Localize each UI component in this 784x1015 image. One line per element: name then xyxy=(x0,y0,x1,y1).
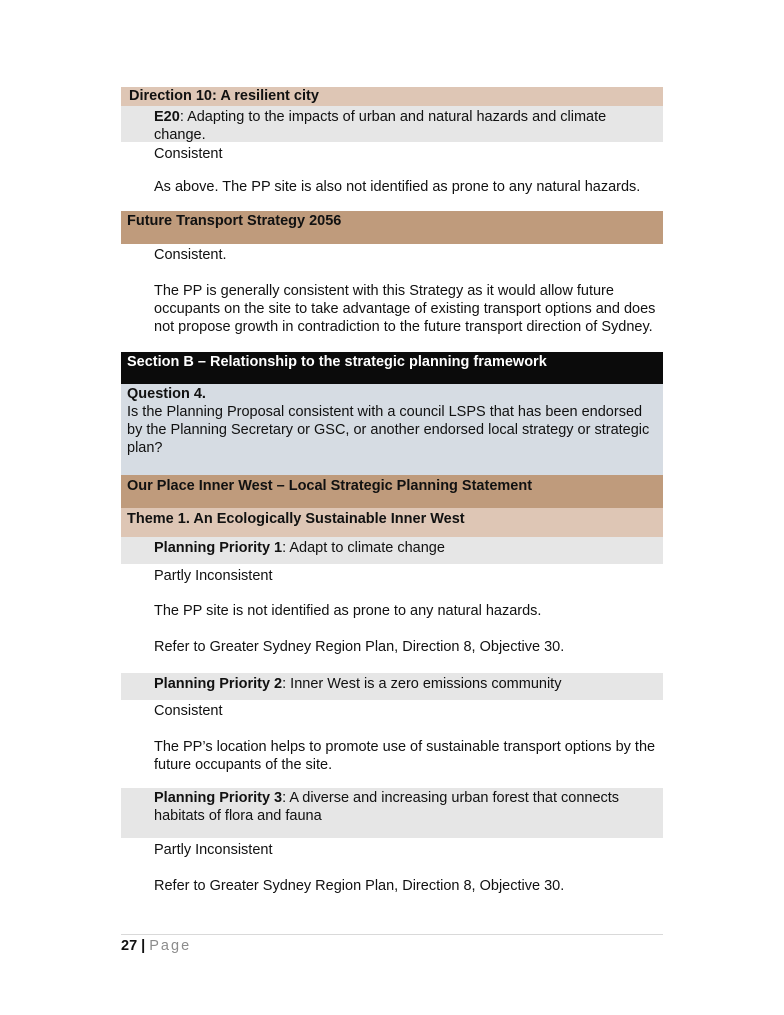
question-4-line-3: plan? xyxy=(127,440,163,456)
priority-3-label: Planning Priority 3 xyxy=(154,790,283,806)
direction-10-status: Consistent xyxy=(154,146,223,162)
priority-2-comment-1: The PP’s location helps to promote use of sustainable transport options by the xyxy=(154,739,656,755)
priority-1-label: Planning Priority 1 xyxy=(154,540,283,556)
section-b-heading: Section B – Relationship to the strategic planning framework xyxy=(121,352,663,384)
direction-10-heading: Direction 10: A resilient city xyxy=(121,87,663,106)
priority-2-label: Planning Priority 2 xyxy=(154,676,283,692)
priority-2-comment-2: future occupants of the site. xyxy=(154,757,333,773)
footer-divider xyxy=(121,934,663,935)
question-4-title: Question 4. xyxy=(127,386,206,402)
priority-3-text: : A diverse and increasing urban forest that connects xyxy=(282,790,620,806)
priority-2-status: Consistent xyxy=(154,703,223,719)
question-4-line-1: Is the Planning Proposal consistent with a council LSPS that has been endorsed xyxy=(127,404,643,420)
theme-1-heading: Theme 1. An Ecologically Sustainable Inner West xyxy=(121,508,663,537)
page-word: Page xyxy=(149,938,192,954)
question-4-line-2: by the Planning Secretary or GSC, or another endorsed local strategy or strategic xyxy=(127,422,650,438)
page-number: 27 xyxy=(121,938,138,954)
priority-1-row xyxy=(121,537,663,564)
lsps-heading: Our Place Inner West – Local Strategic Planning Statement xyxy=(121,475,663,508)
question-4-block xyxy=(121,384,663,475)
priority-3-status: Partly Inconsistent xyxy=(154,842,273,858)
e20-code: E20 xyxy=(154,109,180,125)
priority-2-text: : Inner West is a zero emissions community xyxy=(282,676,562,692)
e20-row xyxy=(121,106,663,142)
footer-separator: | xyxy=(137,938,150,954)
priority-1-text: : Adapt to climate change xyxy=(282,540,445,556)
e20-text-cont: change. xyxy=(154,127,206,143)
priority-3-row xyxy=(121,788,663,838)
direction-10-comment: As above. The PP site is also not identified as prone to any natural hazards. xyxy=(154,179,641,195)
priority-2-row xyxy=(121,673,663,700)
e20-text: : Adapting to the impacts of urban and natural hazards and climate xyxy=(179,109,607,125)
priority-1-comment-1: The PP site is not identified as prone to any natural hazards. xyxy=(154,603,542,619)
priority-1-comment-2: Refer to Greater Sydney Region Plan, Direction 8, Objective 30. xyxy=(154,639,565,655)
future-transport-comment-1: The PP is generally consistent with this Strategy as it would allow future xyxy=(154,283,614,299)
priority-3-text-cont: habitats of flora and fauna xyxy=(154,808,322,824)
future-transport-comment-3: not propose growth in contradiction to the future transport direction of Sydney. xyxy=(154,319,653,335)
priority-1-status: Partly Inconsistent xyxy=(154,568,273,584)
priority-3-comment: Refer to Greater Sydney Region Plan, Direction 8, Objective 30. xyxy=(154,878,565,894)
future-transport-comment-2: occupants on the site to take advantage of existing transport options and does xyxy=(154,301,656,317)
page-footer xyxy=(121,938,191,954)
future-transport-heading: Future Transport Strategy 2056 xyxy=(121,211,663,244)
future-transport-status: Consistent. xyxy=(154,247,227,263)
